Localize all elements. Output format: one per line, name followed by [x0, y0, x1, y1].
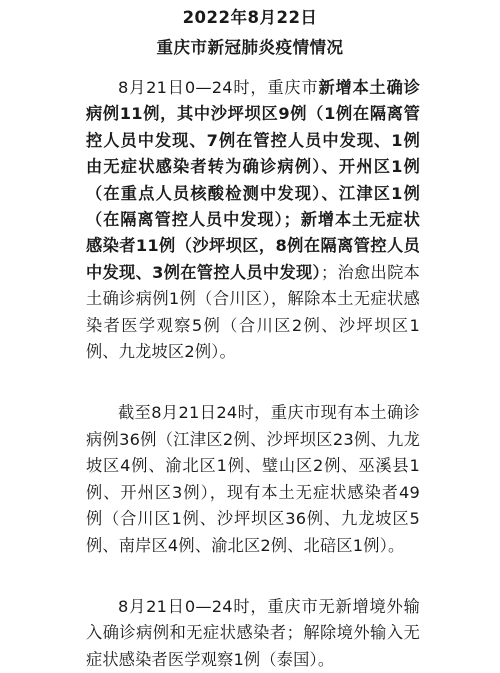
report-body — [86, 75, 420, 673]
paragraph-bold-text: 新增本土确诊病例11例，其中沙坪坝区9例（1例在隔离管控人员中发现、7例在管控人员中发现、1例由无症状感染者转为确诊病例）、开州区1例（在重点人员核酸检测中发现）、江津区1例（在隔离管控人员中发现）；新增本土无症状感染者11例（沙坪坝区，8例在隔离管控人员中发现、3例在管控人员中发现） — [86, 78, 421, 282]
paragraph-text: ；治愈出院本土确诊病例1例（合川区），解除本土无症状感染者医学观察5例（合川区2例、沙坪坝区1例、九龙坡区2例）。 — [86, 262, 420, 362]
paragraph-imported-cases — [86, 594, 420, 673]
report-title: 重庆市新冠肺炎疫情情况 — [156, 38, 344, 57]
paragraph-text: 8月21日0—24时，重庆市 — [118, 78, 319, 97]
paragraph-text: 8月21日0—24时，重庆市无新增境外输入确诊病例和无症状感染者；解除境外输入无症状感染者医学观察1例（泰国）。 — [86, 596, 420, 669]
paragraph-current-cases — [86, 400, 420, 558]
paragraph-new-cases — [86, 75, 420, 365]
document-header — [0, 6, 500, 60]
paragraph-text: 截至8月21日24时，重庆市现有本土确诊病例36例（江津区2例、沙坪坝区23例、九龙坡区4例、渝北区1例、璧山区2例、巫溪县1例、开州区3例），现有本土无症状感染者49例（合川区1例、沙坪坝区36例、九龙坡区5例、南岸区4例、渝北区2例、北碚区1例）。 — [86, 403, 420, 555]
report-date: 2022年8月22日 — [182, 8, 318, 27]
